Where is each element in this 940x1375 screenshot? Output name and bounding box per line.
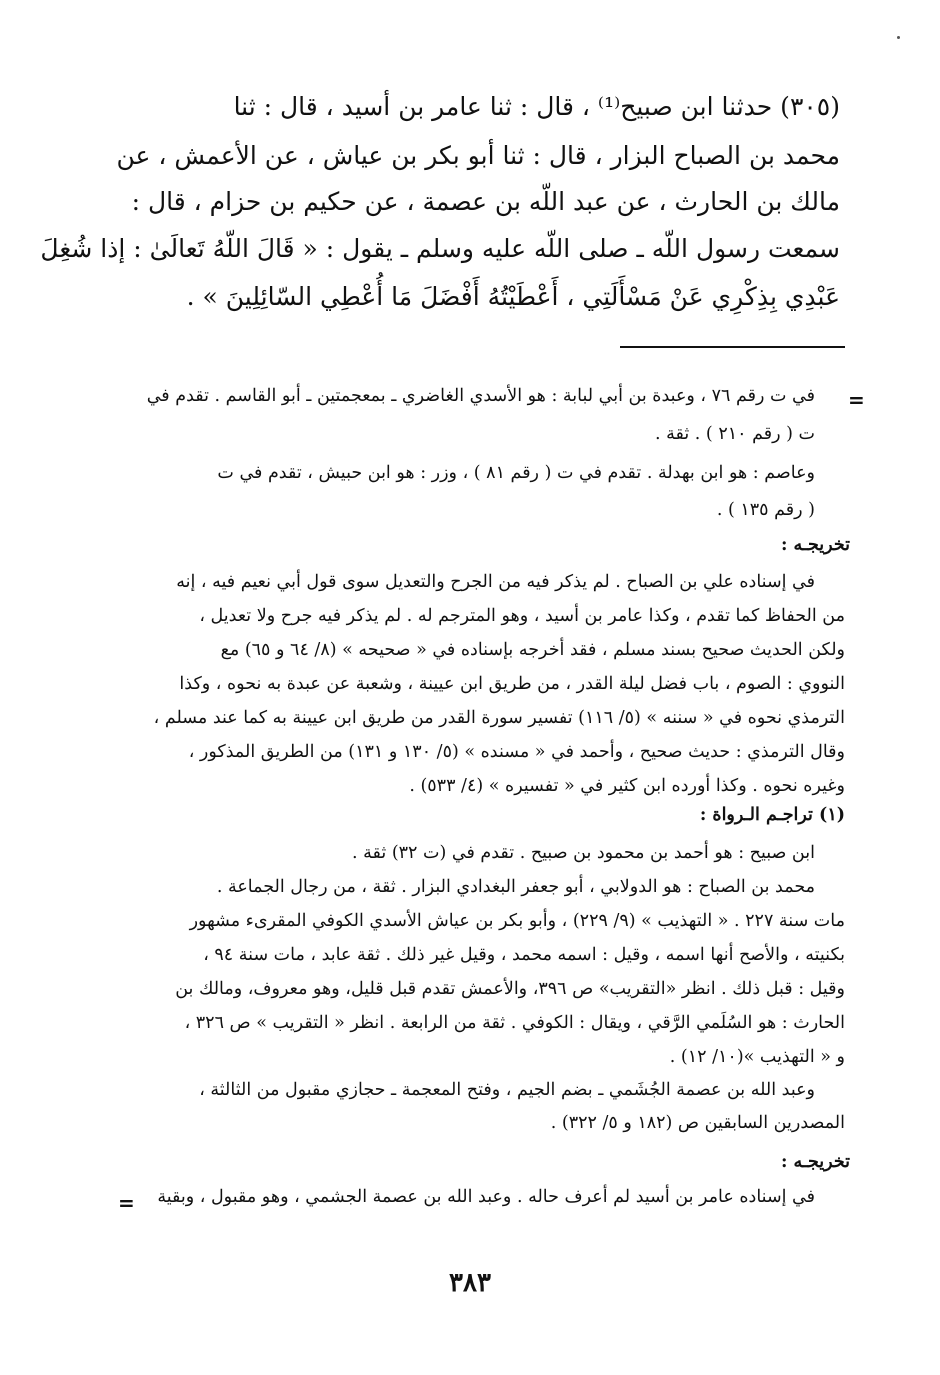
footnote-separator xyxy=(620,346,845,348)
footnote-line: المصدرين السابقين ص (١٨٢ و ٥/ ٣٢٢) . xyxy=(550,1113,845,1133)
footnote-line: وغيره نحوه . وكذا أورده ابن كثير في « تفسيره » (٤/ ٥٣٣) . xyxy=(409,776,845,796)
footnote-line: وقال الترمذي : حديث صحيح ، وأحمد في « مسنده » (٥/ ١٣٠ و ١٣١) من الطريق المذكور ، xyxy=(188,742,845,762)
footnote-line: وعبد الله بن عصمة الجُشَمي ـ بضم الجيم ، وفتح المعجمة ـ حجازي مقبول من الثالثة ، xyxy=(199,1080,815,1100)
footnote-line: في إسناده عامر بن أسيد لم أعرف حاله . وعبد الله بن عصمة الجشمي ، وهو مقبول ، وبقية xyxy=(157,1187,815,1207)
footnote-line: الترمذي نحوه في « سننه » (٥/ ١١٦) تفسير سورة القدر من طريق ابن عيينة به كما عند مسلم ، xyxy=(153,708,845,728)
footnote-line: بكنيته ، والأصح أنها اسمه ، وقيل : اسمه محمد ، وقيل غير ذلك . ثقة عابد ، مات سنة ٩٤ ، xyxy=(203,945,845,965)
footnote-line: في إسناده علي بن الصباح . لم يذكر فيه من الجرح والتعديل سوى قول أبي نعيم فيه ، إنه xyxy=(176,572,815,592)
footnote-line: وعاصم : هو ابن بهدلة . تقدم في ت ( رقم ٨١ ) ، وزر : هو ابن حبيش ، تقدم في ت xyxy=(217,463,815,483)
footnote-line: محمد بن الصباح : هو الدولابي ، أبو جعفر البغدادي البزار . ثقة ، من رجال الجماعة . xyxy=(216,877,815,897)
footnote-line: ( رقم ١٣٥ ) . xyxy=(716,500,815,520)
page-speck xyxy=(897,36,900,39)
footnote-line: وقيل : قبل ذلك . انظر «التقريب» ص ٣٩٦، والأعمش تقدم قبل قليل، وهو معروف، ومالك بن xyxy=(175,979,845,999)
footnote-line: الحارث : هو السُلَمي الرَّقي ، ويقال : الكوفي . ثقة من الرابعة . انظر « التقريب » ص ٣٢٦ ، xyxy=(184,1013,845,1033)
hadith-line: سمعت رسول اللّه ـ صلى اللّه عليه وسلم ـ يقول : « قَالَ اللّهُ تَعالَىٰ : إذا شُغِلَ xyxy=(40,234,840,263)
narrators-heading: (١) تراجـم الـرواة : xyxy=(699,805,845,825)
continuation-mark: = xyxy=(118,1191,135,1215)
continuation-mark: = xyxy=(848,388,865,412)
footnote-line: و « التهذيب »(١٠/ ١٢) . xyxy=(669,1047,845,1067)
hadith-line: محمد بن الصباح البزار ، قال : ثنا أبو بكر بن عياش ، عن الأعمش ، عن xyxy=(116,141,840,170)
takhrij-heading: تخريجـه : xyxy=(780,1152,850,1172)
footnote-line: النووي : الصوم ، باب فضل ليلة القدر ، من طريق ابن عيينة ، وشعبة عن عبدة به نحوه ، وكذا xyxy=(179,674,845,694)
hadith-line: مالك بن الحارث ، عن عبد اللّه بن عصمة ، عن حكيم بن حزام ، قال : xyxy=(131,187,840,216)
footnote-line: ابن صبيح : هو أحمد بن محمود بن صبيح . تقدم في (ت ٣٢) ثقة . xyxy=(352,843,815,863)
footnote-line: في ت رقم ٧٦ ، وعبدة بن أبي لبابة : هو الأسدي الغاضري ـ بمعجمتين ـ أبو القاسم . تقدم في xyxy=(146,386,815,406)
footnote-line: ولكن الحديث صحيح بسند مسلم ، فقد أخرجه بإسناده في « صحيحه » (٨/ ٦٤ و ٦٥) مع xyxy=(220,640,845,660)
takhrij-heading: تخريجـه : xyxy=(780,535,850,555)
footnote-line: ت ( رقم ٢١٠ ) . ثقة . xyxy=(655,424,815,444)
hadith-line: عَبْدِي بِذِكْرِي عَنْ مَسْأَلَتِي ، أَعْطَيْتُهُ أَفْضَلَ مَا أُعْطِي السّائِلِينَ » . xyxy=(186,282,840,311)
page-number: ٣٨٣ xyxy=(449,1268,491,1298)
footnote-line: مات سنة ٢٢٧ . « التهذيب » (٩/ ٢٢٩) ، وأبو بكر بن عياش الأسدي الكوفي المقرىء مشهور xyxy=(189,911,845,931)
hadith-line: (٣٠٥) حدثنا ابن صبيح⁽¹⁾ ، قال : ثنا عامر بن أسيد ، قال : ثنا xyxy=(233,92,840,121)
footnote-line: من الحفاظ كما تقدم ، وكذا عامر بن أسيد ، وهو المترجم له . لم يذكر فيه جرح ولا تعديل ، xyxy=(199,606,845,626)
